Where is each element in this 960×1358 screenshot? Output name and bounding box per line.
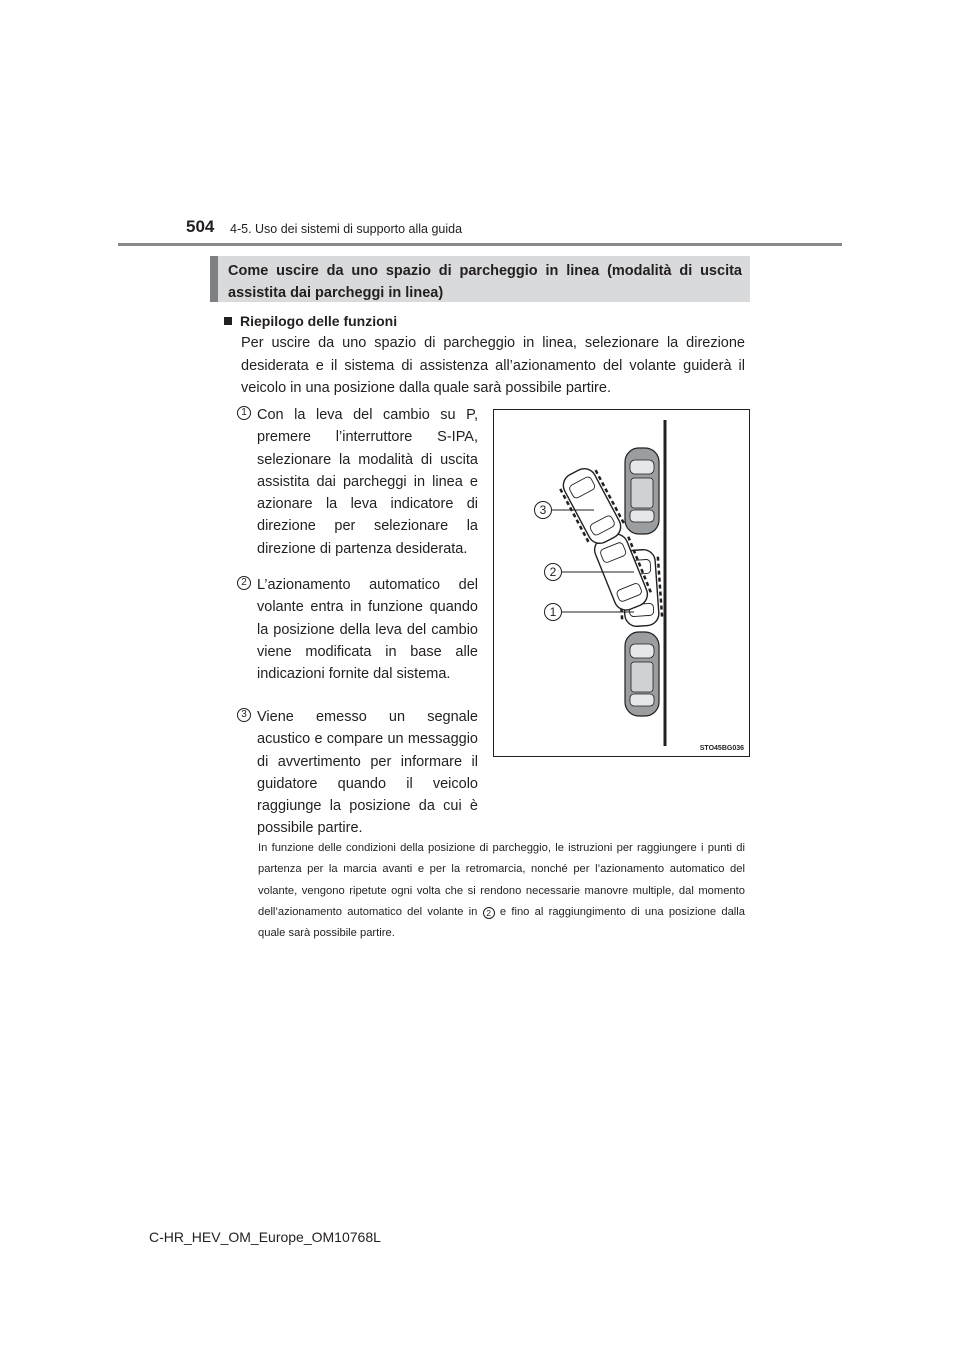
parking-exit-illustration xyxy=(493,409,750,757)
callout-2 xyxy=(545,564,562,581)
svg-text:1: 1 xyxy=(549,605,557,619)
callout-1 xyxy=(545,604,562,621)
parking-diagram xyxy=(494,410,751,758)
header-divider xyxy=(118,243,842,246)
intro-paragraph: Per uscire da uno spazio di parcheggio in linea, selezionare la direzione desiderata e il sistema di assistenza all’azionamento del volante guiderà il veicolo in una posizione dalla quale sarà possibile partire. xyxy=(241,335,745,396)
vehicle-position-3-icon xyxy=(557,463,628,549)
step-2-text: L’azionamento automatico del volante entra in funzione quando la posizione della leva del cambio viene modificata in base alle indicazioni fornite dal sistema. xyxy=(257,577,478,683)
step-3-text: Viene emesso un segnale acustico e compare un messaggio di avvertimento per informare il guidatore quando il veicolo raggiunge la posizione da cui è possibile partire. xyxy=(257,709,478,837)
parked-car-rear-icon xyxy=(625,632,659,716)
svg-text:2: 2 xyxy=(549,565,557,579)
square-bullet-icon xyxy=(224,317,232,325)
note-text-after: e fino al raggiungimento di una posizione dalla quale sarà possibile partire. xyxy=(258,905,745,940)
callout-3 xyxy=(535,502,552,519)
section-title: 4-5. Uso dei sistemi di supporto alla guida xyxy=(230,222,463,236)
inline-step-2-icon: 2 xyxy=(483,907,495,919)
footer-doc-code: C-HR_HEV_OM_Europe_OM10768L xyxy=(149,1229,381,1245)
section-heading: Come uscire da uno spazio di parcheggio in linea (modalità di uscita assistita dai parcheggi in linea) xyxy=(228,263,742,301)
step-1-text: Con la leva del cambio su P, premere l’interruttore S-IPA, selezionare la modalità di uscita assistita dai parcheggi in linea e azionare la leva indicatore di direzione per selezionare la direzione di partenza desiderata. xyxy=(257,407,478,557)
step-number-3-icon: 3 xyxy=(237,708,251,722)
section-heading-box xyxy=(210,256,750,302)
note-paragraph xyxy=(258,838,745,944)
parked-car-front-icon xyxy=(625,448,659,534)
page-number: 504 xyxy=(186,217,215,236)
figure-code: STO45BG036 xyxy=(699,745,744,752)
note-text-before: In funzione delle condizioni della posizione di parcheggio, le istruzioni per raggiungere i punti di partenza per la marcia avanti e per la retromarcia, nonché per l’azionamento automatico del volante, vengono ripetute ogni volta che si rendono necessarie manovre multiple, dal momento dell’azionamento automatico del volante in xyxy=(258,842,745,918)
subheading-text: Riepilogo delle funzioni xyxy=(240,313,398,329)
subheading xyxy=(224,313,397,329)
step-number-1-icon: 1 xyxy=(237,406,251,420)
svg-text:3: 3 xyxy=(539,503,547,517)
step-number-2-icon: 2 xyxy=(237,576,251,590)
